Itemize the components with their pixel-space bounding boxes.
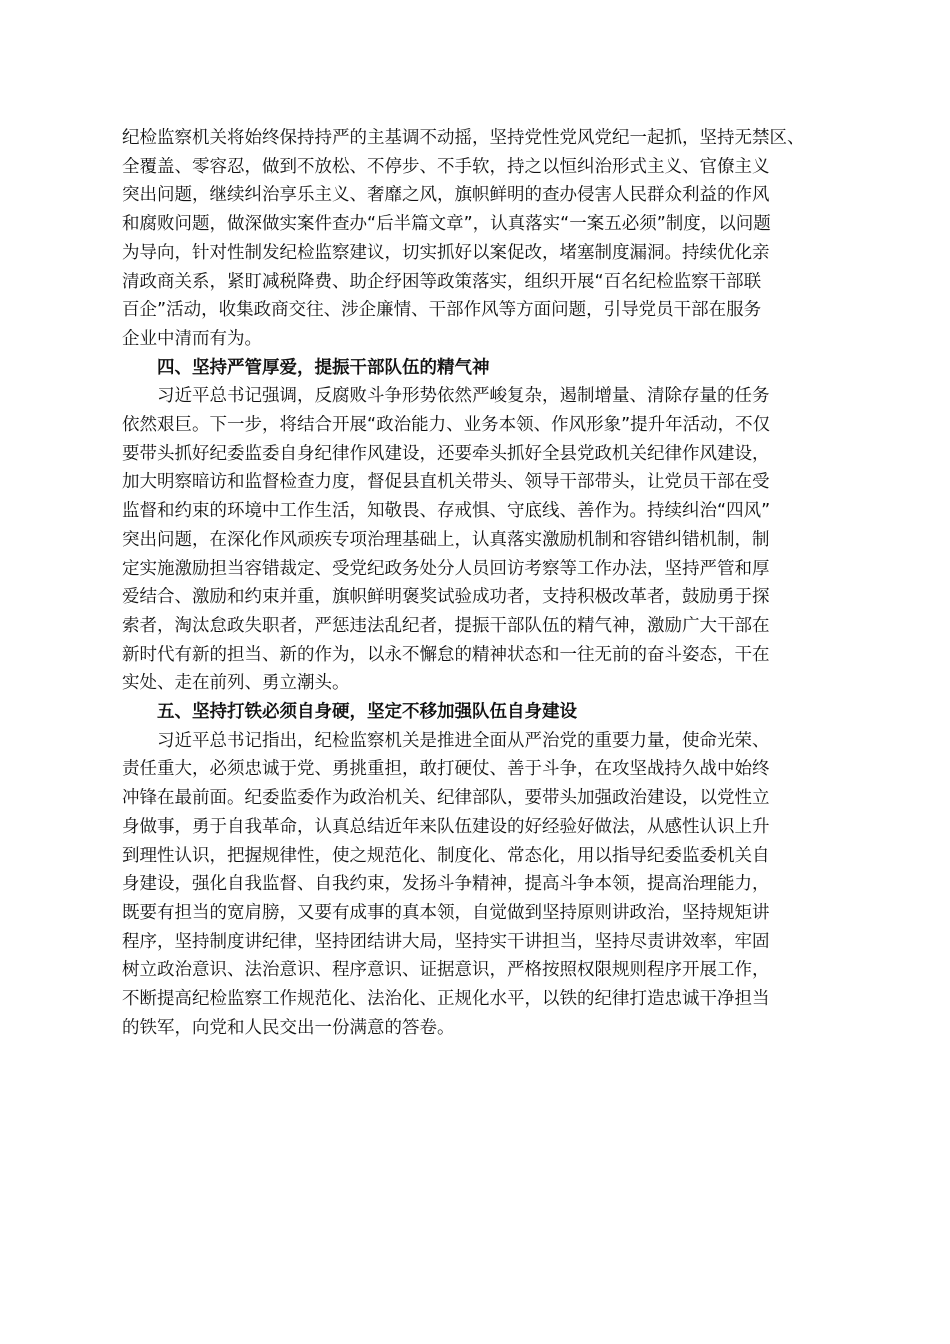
document-body <box>122 124 839 1043</box>
section-heading: 五、坚持打铁必须自身硬，坚定不移加强队伍自身建设 <box>157 702 577 723</box>
body-paragraph: 纪检监察机关将始终保持持严的主基调不动摇，坚持党性党风党纪一起抓，坚持无禁区、 全覆盖、零容忍，做到不放松、不停步、不手软，持之以恒纠治形式主义、官僚主义 突出问题，继续纠治享乐主义、奢靡之风，旗帜鲜明的查办侵害人民群众利益的作风 和腐败问题，做深做实案件查办“后半篇文章”，认真落实“一案五必须”制度，以问题 为导向，针对性制发纪检监察建议，切实抓好以案促改，堵塞制度漏洞。持续优化亲 清政商关系，紧盯减税降费、助企纾困等政策落实，组织开展“百名纪检监察干部联 百企”活动，收集政商交往、涉企廉情、干部作风等方面问题，引导党员干部在服务 企业中清而有为。 <box>122 128 805 349</box>
body-paragraph: 习近平总书记指出，纪检监察机关是推进全面从严治党的重要力量，使命光荣、 责任重大，必须忠诚于党、勇挑重担，敢打硬仗、善于斗争，在攻坚战持久战中始终 冲锋在最前面。纪委监委作为政治机关、纪律部队，要带头加强政治建设，以党性立 身做事，勇于自我革命，认真总结近年来队伍建设的好经验好做法，从感性认识上升 到理性认识，把握规律性，使之规范化、制度化、常态化，用以指导纪委监委机关自 身建设，强化自我监督、自我约束，发扬斗争精神，提高斗争本领，提高治理能力， 既要有担当的宽肩膀，又要有成事的真本领，自觉做到坚持原则讲政治，坚持规矩讲 程序，坚持制度讲纪律，坚持团结讲大局，坚持实干讲担当，坚持尽责讲效率，牢固 树立政治意识、法治意识、程序意识、证据意识，严格按照权限规则程序开展工作， 不断提高纪检监察工作规范化、法治化、正规化水平，以铁的纪律打造忠诚干净担当 的铁军，向党和人民交出一份满意的答卷。 <box>122 730 770 1038</box>
body-paragraph: 习近平总书记强调，反腐败斗争形势依然严峻复杂，遏制增量、清除存量的任务 依然艰巨。下一步，将结合开展“政治能力、业务本领、作风形象”提升年活动，不仅 要带头抓好纪委监委自身纪律作风建设，还要牵头抓好全县党政机关纪律作风建设， 加大明察暗访和监督检查力度，督促县直机关带头、领导干部带头，让党员干部在受 监督和约束的环境中工作生活，知敬畏、存戒惧、守底线、善作为。持续纠治“四风” 突出问题，在深化作风顽疾专项治理基础上，认真落实激励机制和容错纠错机制，制 定实施激励担当容错裁定、受党纪政务处分人员回访考察等工作办法，坚持严管和厚 爱结合、激励和约束并重，旗帜鲜明褒奖试验成功者，支持积极改革者，鼓励勇于探 索者，淘汰怠政失职者，严惩违法乱纪者，提振干部队伍的精气神，激励广大干部在 新时代有新的担当、新的作为，以永不懈怠的精神状态和一往无前的奋斗姿态，干在 实处、走在前列、勇立潮头。 <box>122 386 771 694</box>
section-heading: 四、坚持严管厚爱，提振干部队伍的精气神 <box>157 357 490 378</box>
